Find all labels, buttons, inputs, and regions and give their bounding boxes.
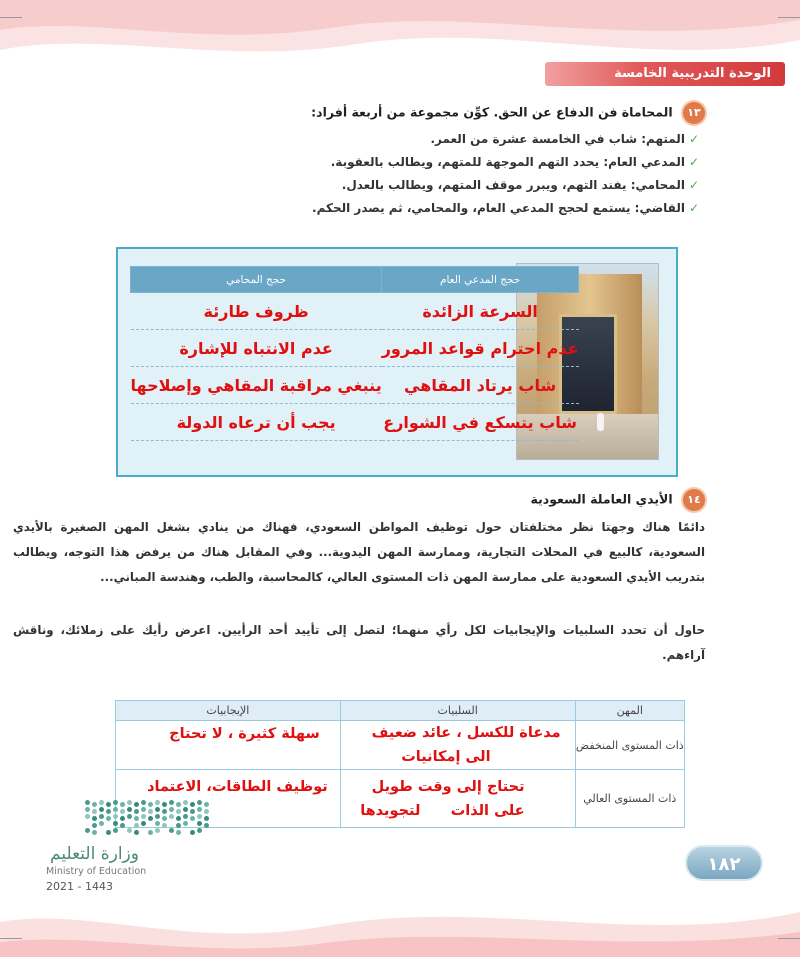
logo-dot bbox=[113, 807, 118, 812]
check-icon: ✓ bbox=[688, 201, 699, 215]
unit-title-bar: الوحدة التدريبية الخامسة bbox=[545, 62, 785, 86]
column-header-positives: الإيجابيات bbox=[116, 701, 341, 721]
logo-dot bbox=[120, 802, 125, 807]
logo-dot bbox=[204, 823, 209, 828]
table-row bbox=[131, 330, 579, 367]
paragraph-text: دائمًا هناك وجهتا نظر مختلفتان حول توظيف المواطن السعودي، فهناك من ينادي بشغل المهن الصغيرة بالأيدي السعودية، كالبيع في المحلات التجارية، وممارسة المهن اليدوية... وفي المقابل هناك من يرفض هذا التوجه، ويطالب بتدريب الأيدي السعودية على ممارسة المهن ذات المستوى العالي، كالمحاسبة، والطب، وهندسة المباني... bbox=[13, 520, 705, 584]
logo-dot bbox=[92, 823, 97, 828]
logo-dot bbox=[190, 802, 195, 807]
role-item bbox=[85, 155, 699, 169]
logo-dot bbox=[162, 802, 167, 807]
logo-dot bbox=[85, 828, 90, 833]
logo-dot bbox=[197, 821, 202, 826]
logo-dot bbox=[169, 800, 174, 805]
logo-dot bbox=[204, 816, 209, 821]
job-level: ذات المستوى المنخفض bbox=[575, 721, 684, 770]
logo-dot bbox=[141, 821, 146, 826]
lawyer-argument[interactable]: يجب أن ترعاه الدولة bbox=[131, 404, 382, 441]
lawyer-argument[interactable]: ظروف طارئة bbox=[131, 293, 382, 330]
lawyer-argument[interactable]: ينبغي مراقبة المقاهي وإصلاحها bbox=[131, 367, 382, 404]
negatives-cell[interactable] bbox=[340, 721, 575, 770]
logo-dot bbox=[127, 807, 132, 812]
logo-dot bbox=[134, 802, 139, 807]
column-header-lawyer: حجج المحامي bbox=[131, 267, 382, 293]
logo-dot bbox=[120, 823, 125, 828]
positives-cell[interactable] bbox=[116, 721, 341, 770]
section-number-badge: ١٤ bbox=[683, 489, 705, 511]
negative-text: على الذات لتجويدها bbox=[360, 802, 525, 819]
logo-dot bbox=[176, 823, 181, 828]
logo-dot bbox=[134, 823, 139, 828]
table-row bbox=[131, 404, 579, 441]
logo-dot bbox=[169, 814, 174, 819]
edition-year: 2021 - 1443 bbox=[46, 880, 113, 893]
logo-dot bbox=[99, 807, 104, 812]
logo-dot bbox=[141, 814, 146, 819]
logo-dot bbox=[162, 809, 167, 814]
lawyer-argument[interactable]: عدم الانتباه للإشارة bbox=[131, 330, 382, 367]
role-item bbox=[85, 201, 699, 215]
ministry-name-en: Ministry of Education bbox=[46, 866, 147, 877]
role-text: المدعي العام: يحدد التهم الموجهة للمتهم، ويطالب بالعقوبة. bbox=[330, 155, 685, 169]
logo-dot bbox=[197, 807, 202, 812]
negative-text: الى إمكانيات bbox=[401, 749, 491, 765]
logo-dot bbox=[92, 816, 97, 821]
logo-dot bbox=[176, 809, 181, 814]
logo-dot bbox=[85, 800, 90, 805]
logo-dot bbox=[197, 800, 202, 805]
logo-dot bbox=[148, 816, 153, 821]
logo-dot bbox=[113, 828, 118, 833]
crop-mark bbox=[0, 938, 22, 939]
logo-dot bbox=[155, 800, 160, 805]
negative-text: مدعاة للكسل ، عائد ضعيف bbox=[371, 725, 561, 741]
logo-dot bbox=[162, 816, 167, 821]
logo-dot bbox=[190, 816, 195, 821]
logo-dot bbox=[120, 809, 125, 814]
logo-dot bbox=[106, 816, 111, 821]
logo-dot bbox=[183, 800, 188, 805]
logo-dot bbox=[127, 800, 132, 805]
logo-dot bbox=[92, 830, 97, 835]
logo-dot bbox=[92, 802, 97, 807]
logo-dot bbox=[176, 830, 181, 835]
logo-dot bbox=[134, 816, 139, 821]
job-level: ذات المستوى العالي bbox=[575, 770, 684, 828]
section-14-paragraph bbox=[13, 515, 705, 590]
role-text: القاضي: يستمع لحجج المدعي العام، والمحامي، ثم يصدر الحكم. bbox=[312, 201, 685, 215]
logo-dot bbox=[176, 802, 181, 807]
logo-dot bbox=[141, 807, 146, 812]
logo-dot bbox=[169, 828, 174, 833]
section-number-badge: ١٣ bbox=[683, 102, 705, 124]
role-item bbox=[85, 178, 699, 192]
logo-dot bbox=[113, 814, 118, 819]
logo-dot bbox=[190, 809, 195, 814]
prosecutor-argument[interactable]: السرعة الزائدة bbox=[382, 293, 579, 330]
ministry-logo-dots-icon bbox=[85, 800, 210, 838]
logo-dot bbox=[113, 800, 118, 805]
table-row bbox=[116, 721, 685, 770]
logo-dot bbox=[155, 828, 160, 833]
logo-dot bbox=[169, 807, 174, 812]
logo-dot bbox=[204, 802, 209, 807]
negative-text: تحتاج إلى وقت طويل bbox=[371, 778, 525, 795]
bottom-wave-decoration bbox=[0, 897, 800, 957]
logo-dot bbox=[92, 809, 97, 814]
section-13-heading bbox=[85, 102, 705, 124]
positive-text: توظيف الطاقات، الاعتماد bbox=[147, 778, 328, 795]
arguments-table bbox=[130, 266, 579, 441]
prosecutor-argument[interactable]: شاب يرتاد المقاهي bbox=[382, 367, 579, 404]
check-icon: ✓ bbox=[688, 178, 699, 192]
logo-dot bbox=[134, 809, 139, 814]
logo-dot bbox=[127, 828, 132, 833]
section-14-title: الأيدي العاملة السعودية bbox=[530, 491, 673, 507]
role-text: المحامي: يفند التهم، ويبرر موقف المتهم، ويطالب بالعدل. bbox=[341, 178, 685, 192]
column-header-negatives: السلبيات bbox=[340, 701, 575, 721]
column-header-prosecutor: حجج المدعي العام bbox=[382, 267, 579, 293]
logo-dot bbox=[148, 809, 153, 814]
paragraph-text: حاول أن تحدد السلبيات والإيجابيات لكل رأي منهما؛ لتصل إلى تأييد أحد الرأيين. اعرض رأيك على زملائك، وناقش آراءهم. bbox=[13, 623, 705, 662]
logo-dot bbox=[183, 814, 188, 819]
crop-mark bbox=[778, 938, 800, 939]
logo-dot bbox=[183, 807, 188, 812]
section-14-heading bbox=[5, 489, 705, 518]
logo-dot bbox=[197, 828, 202, 833]
prosecutor-argument[interactable]: شاب يتسكع في الشوارع bbox=[382, 404, 579, 441]
crop-mark bbox=[0, 17, 22, 18]
check-icon: ✓ bbox=[688, 132, 699, 146]
ministry-logo bbox=[30, 800, 190, 900]
logo-dot bbox=[183, 821, 188, 826]
logo-dot bbox=[204, 809, 209, 814]
logo-dot bbox=[176, 816, 181, 821]
top-wave-decoration bbox=[0, 0, 800, 70]
logo-dot bbox=[99, 814, 104, 819]
column-header-jobs: المهن bbox=[575, 701, 684, 721]
negatives-cell[interactable] bbox=[340, 770, 575, 828]
page-number: ١٨٢ bbox=[685, 845, 763, 881]
logo-dot bbox=[120, 816, 125, 821]
logo-dot bbox=[162, 823, 167, 828]
logo-dot bbox=[85, 807, 90, 812]
logo-dot bbox=[127, 814, 132, 819]
logo-dot bbox=[99, 821, 104, 826]
logo-dot bbox=[155, 807, 160, 812]
section-13 bbox=[85, 102, 705, 224]
logo-dot bbox=[148, 802, 153, 807]
logo-dot bbox=[197, 814, 202, 819]
logo-dot bbox=[99, 800, 104, 805]
logo-dot bbox=[113, 821, 118, 826]
logo-dot bbox=[148, 830, 153, 835]
ministry-name-ar: وزارة التعليم bbox=[50, 844, 139, 864]
table-row bbox=[131, 367, 579, 404]
logo-dot bbox=[155, 814, 160, 819]
crop-mark bbox=[778, 17, 800, 18]
logo-dot bbox=[155, 821, 160, 826]
table-row bbox=[131, 293, 579, 330]
role-item bbox=[85, 132, 699, 146]
role-text: المتهم: شاب في الخامسة عشرة من العمر. bbox=[430, 132, 685, 146]
prosecutor-argument[interactable]: عدم احترام قواعد المرور bbox=[382, 330, 579, 367]
section-14-instruction bbox=[13, 618, 705, 668]
logo-dot bbox=[106, 802, 111, 807]
logo-dot bbox=[141, 800, 146, 805]
section-13-title: المحاماة فن الدفاع عن الحق. كوِّن مجموعة من أربعة أفراد: bbox=[311, 104, 673, 120]
positive-text: سهلة كثيرة ، لا تحتاج bbox=[169, 726, 320, 742]
logo-dot bbox=[85, 814, 90, 819]
logo-dot bbox=[106, 830, 111, 835]
logo-dot bbox=[134, 830, 139, 835]
logo-dot bbox=[106, 809, 111, 814]
check-icon: ✓ bbox=[688, 155, 699, 169]
logo-dot bbox=[190, 830, 195, 835]
